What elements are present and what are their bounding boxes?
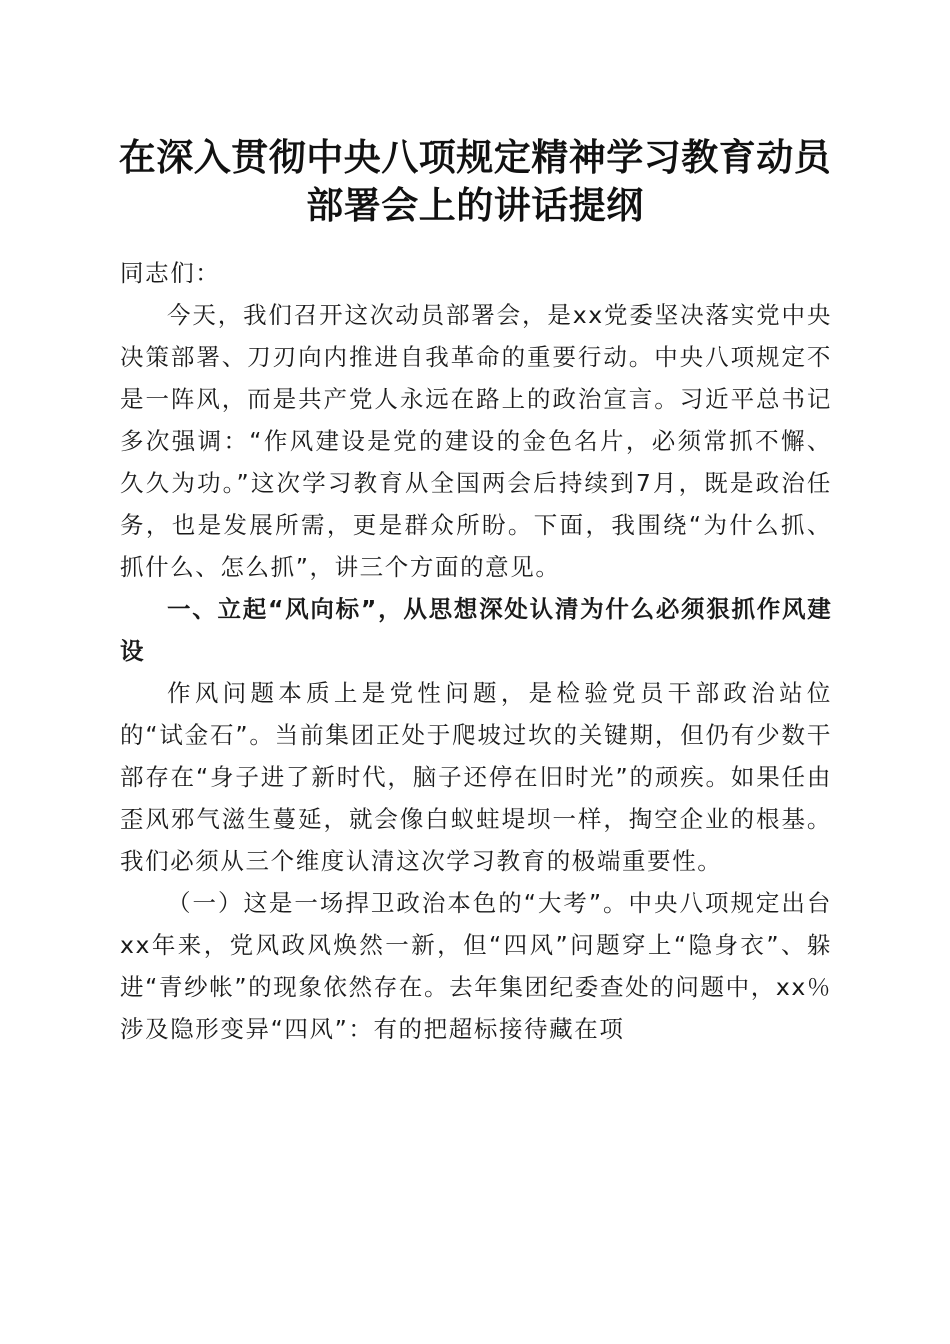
salutation: 同志们： [120,259,221,287]
subsection-1-paragraph: （一）这是一场捍卫政治本色的“大考”。中央八项规定出台xx年来，党风政风焕然一新，但“四风”问题穿上“隐身衣”、躲进“青纱帐”的现象依然存在。去年集团纪委查处的问题中，xx％涉及隐形变异“四风”：有的把超标接待藏在项 [120,889,832,1043]
document-body [120,252,832,1050]
document-title: 在深入贯彻中央八项规定精神学习教育动员部署会上的讲话提纲 [118,135,832,227]
section-1-paragraph: 作风问题本质上是党性问题，是检验党员干部政治站位的“试金石”。当前集团正处于爬坡过坎的关键期，但仍有少数干部存在“身子进了新时代，脑子还停在旧时光”的顽疾。如果任由歪风邪气滋生蔓延，就会像白蚁蛀堤坝一样，掏空企业的根基。我们必须从三个维度认清这次学习教育的极端重要性。 [120,679,832,875]
intro-paragraph: 今天，我们召开这次动员部署会，是xx党委坚决落实党中央决策部署、刀刃向内推进自我革命的重要行动。中央八项规定不是一阵风，而是共产党人永远在路上的政治宣言。习近平总书记多次强调：“作风建设是党的建设的金色名片，必须常抓不懈、久久为功。”这次学习教育从全国两会后持续到7月，既是政治任务，也是发展所需，更是群众所盼。下面，我围绕“为什么抓、抓什么、怎么抓”，讲三个方面的意见。 [120,301,832,581]
section-heading-1: 一、立起“风向标”，从思想深处认清为什么必须狠抓作风建设 [120,595,832,665]
